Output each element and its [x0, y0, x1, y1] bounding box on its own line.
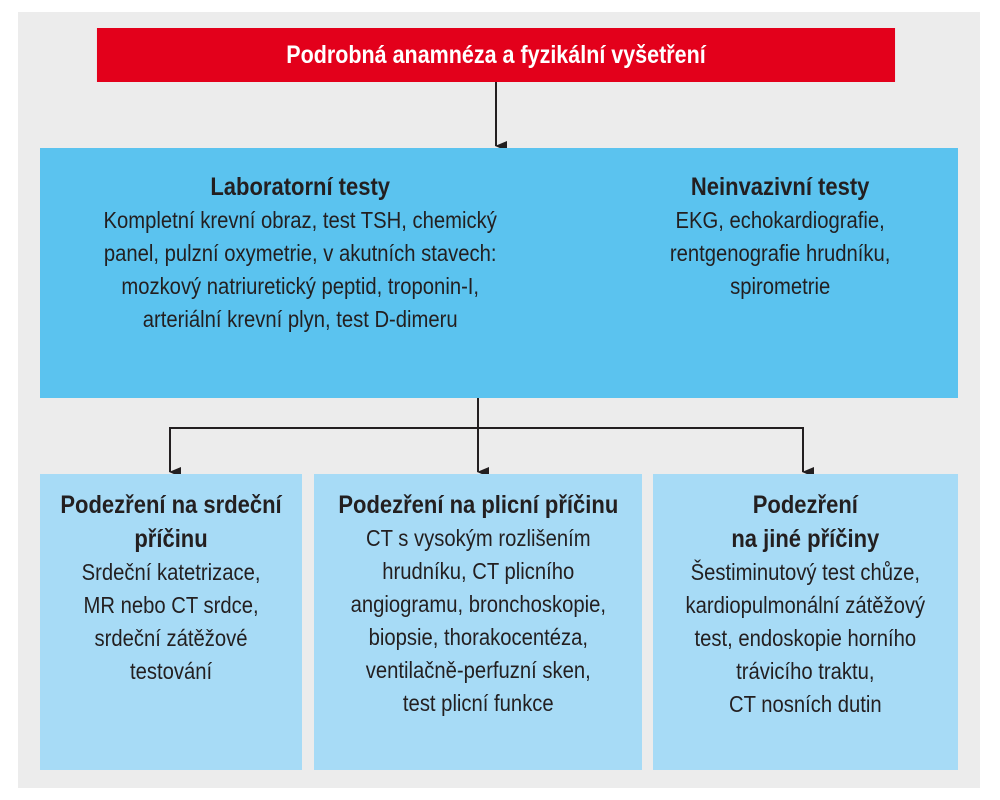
noninvasive-tests-line: spirometrie: [729, 273, 831, 299]
laboratory-tests-line: Kompletní krevní obraz, test TSH, chemický: [103, 207, 497, 233]
other-causes-box: [653, 474, 958, 770]
cardiac-cause-box: [40, 474, 302, 770]
laboratory-tests-column: [60, 170, 540, 336]
cardiac-cause-line: testování: [129, 658, 213, 684]
cardiac-cause-heading: Podezření na srdeční: [60, 491, 282, 519]
pulmonary-cause-line: test plicní funkce: [402, 690, 554, 716]
history-and-exam-title: Podrobná anamnéza a fyzikální vyšetření: [286, 40, 706, 69]
cardiac-cause-line: MR nebo CT srdce,: [83, 592, 259, 618]
noninvasive-tests-line: rentgenografie hrudníku,: [669, 240, 891, 266]
other-causes-heading: na jiné příčiny: [731, 525, 880, 553]
initial-tests-box: [40, 148, 958, 398]
other-causes-line: test, endoskopie horního: [694, 625, 917, 651]
other-causes-line: CT nosních dutin: [729, 691, 882, 717]
pulmonary-cause-heading: Podezření na plicní příčinu: [338, 491, 618, 519]
cardiac-cause-heading: příčinu: [134, 525, 208, 553]
laboratory-tests-line: mozkový natriuretický peptid, troponin-I,: [121, 273, 479, 299]
cardiac-cause-line: srdeční zátěžové: [94, 625, 248, 651]
laboratory-tests-line: panel, pulzní oxymetrie, v akutních stavech:: [103, 240, 497, 266]
other-causes-line: Šestiminutový test chůze,: [690, 559, 921, 585]
pulmonary-cause-line: ventilačně-perfuzní sken,: [365, 657, 591, 683]
laboratory-tests-heading: Laboratorní testy: [210, 173, 390, 201]
pulmonary-cause-line: CT s vysokým rozlišením: [365, 525, 591, 551]
cardiac-cause-line: Srdeční katetrizace,: [81, 559, 261, 585]
pulmonary-cause-line: angiogramu, bronchoskopie,: [350, 591, 606, 617]
noninvasive-tests-column: [625, 170, 935, 303]
noninvasive-tests-line: EKG, echokardiografie,: [675, 207, 885, 233]
noninvasive-tests-heading: Neinvazivní testy: [690, 173, 870, 201]
pulmonary-cause-line: hrudníku, CT plicního: [381, 558, 575, 584]
history-and-exam-box: [97, 28, 895, 82]
other-causes-line: kardiopulmonální zátěžový: [685, 592, 926, 618]
other-causes-heading: Podezření: [752, 491, 859, 519]
pulmonary-cause-line: biopsie, thorakocentéza,: [368, 624, 588, 650]
other-causes-line: trávicího traktu,: [736, 658, 875, 684]
pulmonary-cause-box: [314, 474, 642, 770]
laboratory-tests-line: arteriální krevní plyn, test D-dimeru: [142, 306, 458, 332]
